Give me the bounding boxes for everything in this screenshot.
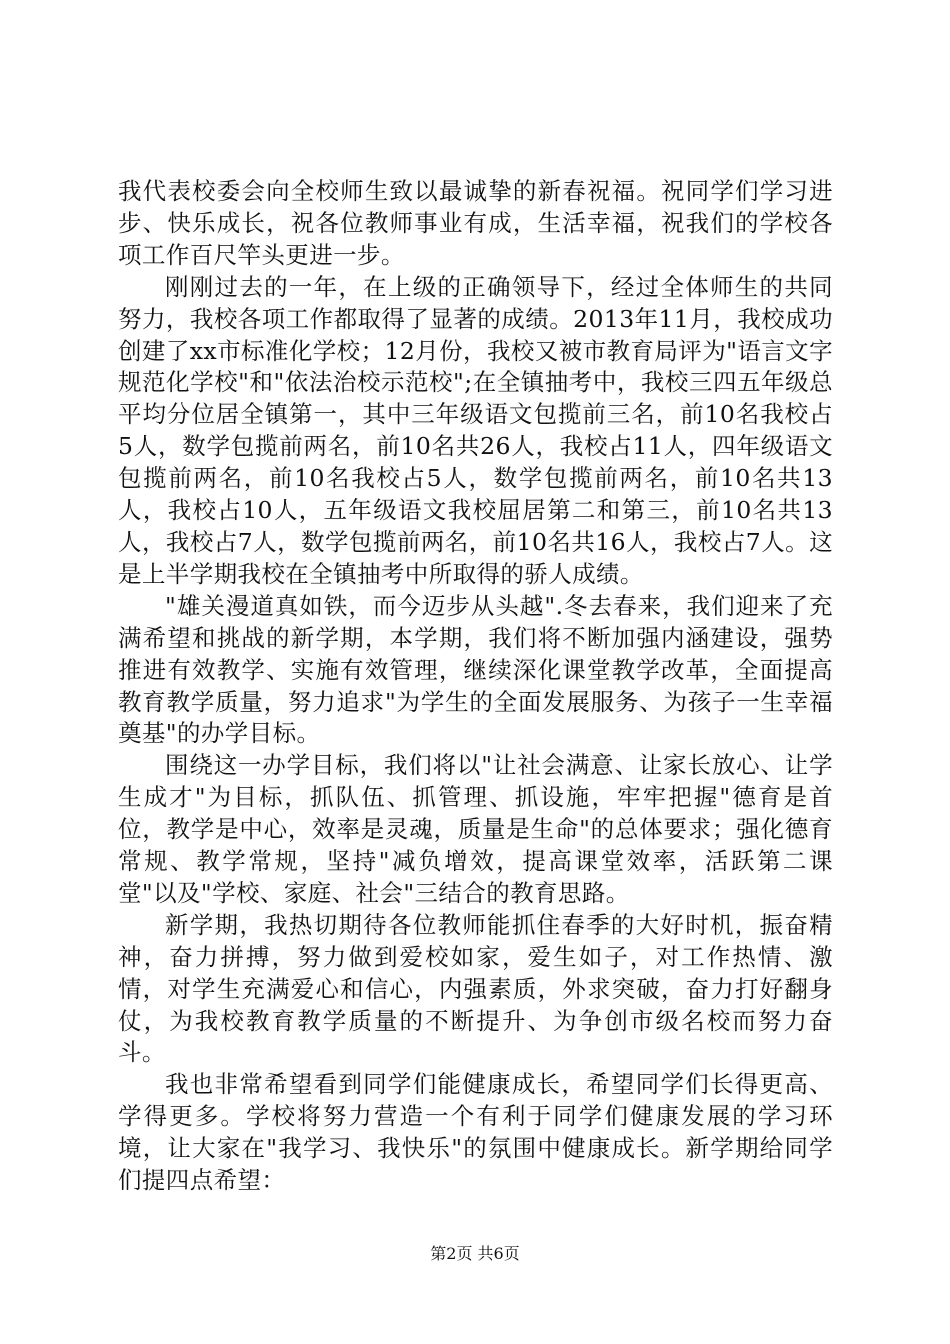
page-number-footer: 第2页 共6页 <box>430 1244 520 1263</box>
paragraph-new-semester: "雄关漫道真如铁，而今迈步从头越".冬去春来，我们迎来了充满希望和挑战的新学期，本学期，我们将不断加强内涵建设，强势推进有效教学、实施有效管理，继续深化课堂教学改革，全面提高教育教学质量，努力追求"为学生的全面发展服务、为孩子一生幸福奠基"的办学目标。 <box>118 591 833 748</box>
paragraph-student-hopes: 我也非常希望看到同学们能健康成长，希望同学们长得更高、学得更多。学校将努力营造一个有利于同学们健康发展的学习环境，让大家在"我学习、我快乐"的氛围中健康成长。新学期给同学们提四点希望： <box>118 1070 833 1195</box>
paragraph-school-goals: 围绕这一办学目标，我们将以"让社会满意、让家长放心、让学生成才"为目标，抓队伍、抓管理、抓设施，牢牢把握"德育是首位，教学是中心，效率是灵魂，质量是生命"的总体要求；强化德育常规、教学常规，坚持"减负增效，提高课堂效率，活跃第二课堂"以及"学校、家庭、社会"三结合的教育思路。 <box>118 751 833 907</box>
document-body <box>118 176 833 1197</box>
paragraph-teacher-expectations: 新学期，我热切期待各位教师能抓住春季的大好时机，振奋精神，奋力拼搏，努力做到爱校如家，爱生如子，对工作热情、激情，对学生充满爱心和信心，内强素质，外求突破，奋力打好翻身仗，为我校教育教学质量的不断提升、为争创市级名校而努力奋斗。 <box>118 910 833 1067</box>
paragraph-greeting: 我代表校委会向全校师生致以最诚挚的新春祝福。祝同学们学习进步、快乐成长，祝各位教师事业有成，生活幸福，祝我们的学校各项工作百尺竿头更进一步。 <box>118 177 833 269</box>
paragraph-achievements: 刚刚过去的一年，在上级的正确领导下，经过全体师生的共同努力，我校各项工作都取得了显著的成绩。2013年11月，我校成功创建了xx市标准化学校；12月份，我校又被市教育局评为"语言文字规范化学校"和"依法治校示范校";在全镇抽考中，我校三四五年级总平均分位居全镇第一，其中三年级语文包揽前三名，前10名我校占5人，数学包揽前两名，前10名共26人，我校占11人，四年级语文包揽前两名，前10名我校占5人，数学包揽前两名，前10名共13人，我校占10人，五年级语文我校屈居第二和第三，前10名共13人，我校占7人，数学包揽前两名，前10名共16人，我校占7人。这是上半学期我校在全镇抽考中所取得的骄人成绩。 <box>118 272 833 588</box>
